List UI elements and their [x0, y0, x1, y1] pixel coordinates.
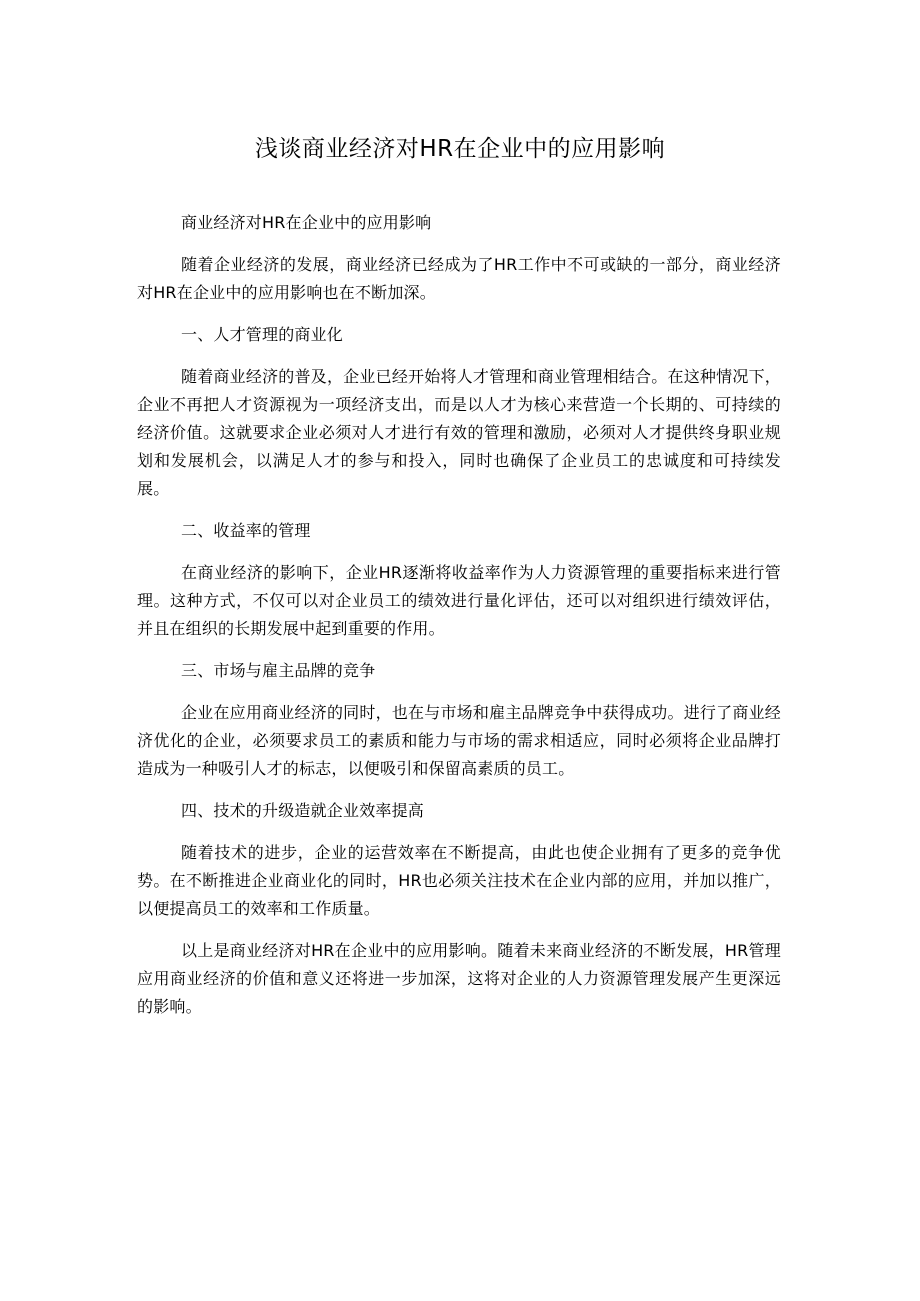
- conclusion-paragraph: 以上是商业经济对HR在企业中的应用影响。随着未来商业经济的不断发展，HR管理应用商业经济的价值和意义还将进一步加深，这将对企业的人力资源管理发展产生更深远的影响。: [137, 941, 781, 1016]
- section-heading-4: 四、技术的升级造就企业效率提高: [181, 801, 425, 820]
- section-heading-3: 三、市场与雇主品牌的竞争: [181, 661, 376, 680]
- section-paragraph-4: 随着技术的进步，企业的运营效率在不断提高，由此也使企业拥有了更多的竞争优势。在不断推进企业商业化的同时，HR也必须关注技术在企业内部的应用，并加以推广，以便提高员工的效率和工作质量。: [137, 843, 781, 918]
- document-body: [137, 209, 781, 1021]
- section-paragraph-2: 在商业经济的影响下，企业HR逐渐将收益率作为人力资源管理的重要指标来进行管理。这种方式，不仅可以对企业员工的绩效进行量化评估，还可以对组织进行绩效评估，并且在组织的长期发展中起到重要的作用。: [137, 563, 781, 638]
- section-heading-1: 一、人才管理的商业化: [181, 325, 344, 344]
- section-paragraph-1: 随着商业经济的普及，企业已经开始将人才管理和商业管理相结合。在这种情况下，企业不再把人才资源视为一项经济支出，而是以人才为核心来营造一个长期的、可持续的经济价值。这就要求企业必须对人才进行有效的管理和激励，必须对人才提供终身职业规划和发展机会，以满足人才的参与和投入，同时也确保了企业员工的忠诚度和可持续发展。: [137, 367, 781, 498]
- section-paragraph-3: 企业在应用商业经济的同时，也在与市场和雇主品牌竞争中获得成功。进行了商业经济优化的企业，必须要求员工的素质和能力与市场的需求相适应，同时必须将企业品牌打造成为一种吸引人才的标志，以便吸引和保留高素质的员工。: [137, 703, 781, 778]
- intro-paragraph: 随着企业经济的发展，商业经济已经成为了HR工作中不可或缺的一部分，商业经济对HR在企业中的应用影响也在不断加深。: [137, 255, 781, 302]
- section-heading-2: 二、收益率的管理: [181, 521, 311, 540]
- document-subtitle: 商业经济对HR在企业中的应用影响: [181, 213, 432, 232]
- document-title: 浅谈商业经济对HR在企业中的应用影响: [254, 136, 666, 162]
